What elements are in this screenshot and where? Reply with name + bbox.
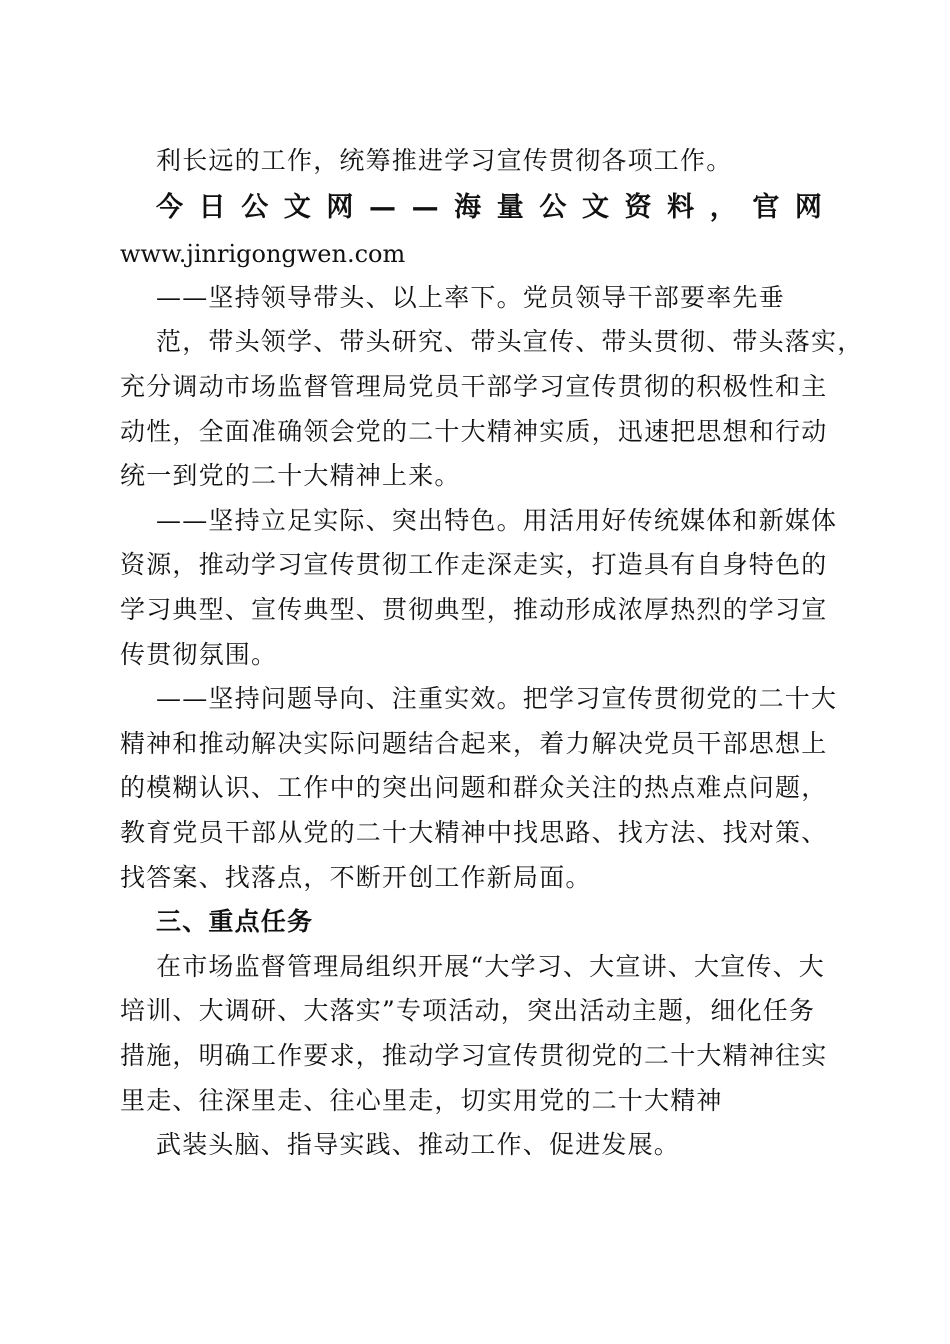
paragraph-line: 武装头脑、指导实践、推动工作、促进发展。 (156, 1130, 681, 1159)
paragraph-line: 在市场监督管理局组织开展“大学习、大宣讲、大宣传、大 (156, 952, 825, 981)
paragraph-line: 培训、大调研、大落实”专项活动，突出活动主题，细化任务 (120, 996, 816, 1025)
paragraph-line: 里走、往深里走、往心里走，切实用党的二十大精神 (120, 1086, 723, 1115)
banner-char: 文 (283, 192, 311, 223)
banner-char: 资 (624, 192, 652, 223)
paragraph-line: 利长远的工作，统筹推进学习宣传贯彻各项工作。 (156, 146, 733, 175)
banner-char: 网 (794, 192, 822, 223)
paragraph-line: ——坚持立足实际、突出特色。用活用好传统媒体和新媒体 (156, 506, 838, 535)
paragraph-line: 充分调动市场监督管理局党员干部学习宣传贯彻的积极性和主 (120, 372, 828, 401)
banner-char: — (368, 192, 396, 223)
banner-char: 文 (581, 192, 609, 223)
banner-char: ， (709, 192, 737, 223)
banner-char: 今 (156, 192, 183, 223)
paragraph-line: 动性，全面准确领会党的二十大精神实质，迅速把思想和行动 (120, 417, 828, 446)
banner-char: — (411, 192, 439, 223)
paragraph-line: ——坚持问题导向、注重实效。把学习宣传贯彻党的二十大 (156, 684, 838, 713)
banner-char: 公 (539, 192, 567, 223)
paragraph-line: 精神和推动解决实际问题结合起来，着力解决党员干部思想上 (120, 729, 828, 758)
paragraph-line: 的模糊认识、工作中的突出问题和群众关注的热点难点问题， (120, 773, 828, 802)
paragraph-line: 范，带头领学、带头研究、带头宣传、带头贯彻、带头落实， (156, 327, 864, 356)
paragraph-line: 统一到党的二十大精神上来。 (120, 461, 461, 490)
banner-char: 日 (198, 192, 226, 223)
banner-char: 公 (241, 192, 269, 223)
site-banner (156, 192, 822, 224)
paragraph-line: 传贯彻氛围。 (120, 640, 278, 669)
banner-char: 量 (496, 192, 524, 223)
paragraph-line: 找答案、找落点，不断开创工作新局面。 (120, 863, 592, 892)
paragraph-line: ——坚持领导带头、以上率下。党员领导干部要率先垂 (156, 283, 785, 312)
paragraph-line: 学习典型、宣传典型、贯彻典型，推动形成浓厚热烈的学习宣 (120, 595, 828, 624)
paragraph-line: 资源，推动学习宣传贯彻工作走深走实，打造具有自身特色的 (120, 550, 828, 579)
banner-char: 网 (326, 192, 354, 223)
banner-char: 海 (454, 192, 482, 223)
paragraph-line: 教育党员干部从党的二十大精神中找思路、找方法、找对策、 (120, 818, 828, 847)
paragraph-line: 措施，明确工作要求，推动学习宣传贯彻党的二十大精神往实 (120, 1041, 828, 1070)
banner-char: 官 (752, 192, 780, 223)
banner-char: 料 (667, 192, 695, 223)
section-heading: 三、重点任务 (156, 907, 314, 936)
website-url: www.jinrigongwen.com (120, 240, 406, 268)
